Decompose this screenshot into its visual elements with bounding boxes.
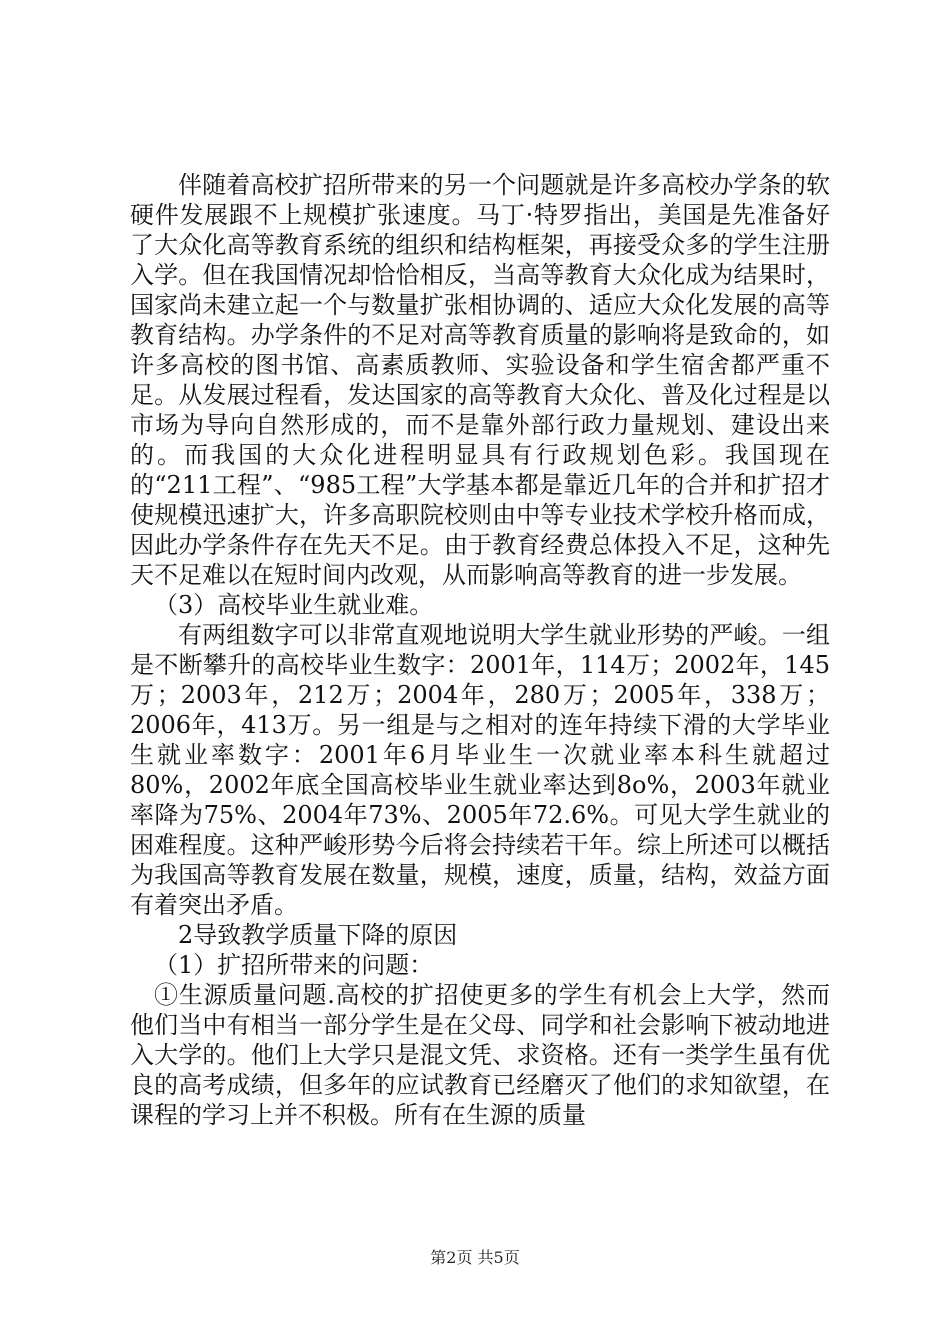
heading-causes-of-quality-decline: 2导致教学质量下降的原因 — [178, 921, 458, 949]
heading-enrollment-expansion-problems: （1）扩招所带来的问题： — [154, 951, 434, 979]
heading-employment-difficulty: （3）高校毕业生就业难。 — [154, 591, 434, 619]
page-footer: 第2页 共5页 — [430, 1248, 520, 1267]
paragraph-infrastructure-gap: 伴随着高校扩招所带来的另一个问题就是许多高校办学条的软硬件发展跟不上规模扩张速度。马丁·特罗指出，美国是先准备好了大众化高等教育系统的组织和结构框架，再接受众多的学生注册入学。但在我国情况却恰恰相反，当高等教育大众化成为结果时，国家尚未建立起一个与数量扩张相协调的、适应大众化发展的高等教育结构。办学条件的不足对高等教育质量的影响将是致命的，如许多高校的图书馆、高素质教师、实验设备和学生宿舍都严重不足。从发展过程看，发达国家的高等教育大众化、普及化过程是以市场为导向自然形成的，而不是靠外部行政力量规划、建设出来的。而我国的大众化进程明显具有行政规划色彩。我国现在的“211工程”、“985工程”大学基本都是靠近几年的合并和扩招才使规模迅速扩大，许多高职院校则由中等专业技术学校升格而成，因此办学条件存在先天不足。由于教育经费总体投入不足，这种先天不足难以在短时间内改观，从而影响高等教育的进一步发展。 — [130, 171, 830, 589]
paragraph-student-source-quality: ①生源质量问题.高校的扩招使更多的学生有机会上大学，然而他们当中有相当一部分学生是在父母、同学和社会影响下被动地进入大学的。他们上大学只是混文凭、求资格。还有一类学生虽有优良的高考成绩，但多年的应试教育已经磨灭了他们的求知欲望，在课程的学习上并不积极。所有在生源的质量 — [130, 981, 830, 1129]
document-body — [130, 170, 830, 1130]
paragraph-employment-data: 有两组数字可以非常直观地说明大学生就业形势的严峻。一组是不断攀升的高校毕业生数字：2001年，114万；2002年，145万；2003年，212万；2004年，280万；2005年，338万；2006年，413万。另一组是与之相对的连年持续下滑的大学毕业生就业率数字：2001年6月毕业生一次就业率本科生就超过80%，2002年底全国高校毕业生就业率达到8o%，2003年就业率降为75%、2004年73%、2005年72.6%。可见大学生就业的困难程度。这种严峻形势今后将会持续若干年。综上所述可以概括为我国高等教育发展在数量，规模，速度，质量，结构，效益方面有着突出矛盾。 — [130, 621, 830, 919]
